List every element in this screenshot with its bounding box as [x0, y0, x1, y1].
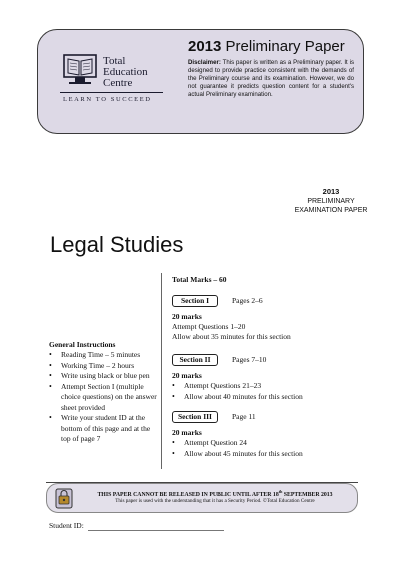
paper-title [188, 38, 345, 55]
section-1-pages: Pages 2–6 [232, 296, 263, 305]
security-notice-sup: th [278, 489, 283, 494]
section-2-pages: Pages 7–10 [232, 355, 267, 364]
subject-title: Legal Studies [50, 232, 184, 257]
logo-line-1: Total [103, 55, 126, 67]
section-1-line-2: Allow about 35 minutes for this section [172, 332, 291, 341]
exam-year: 2013 [322, 187, 340, 196]
instruction-item: • Attempt Section I (multiple choice questions) on the answer sheet provided [49, 382, 159, 414]
disclaimer-label: Disclaimer: [188, 59, 221, 66]
security-notice-suffix: SEPTEMBER 2013 [282, 491, 333, 498]
instruction-item: • Write using black or blue pen [49, 371, 159, 382]
disclaimer [188, 59, 354, 99]
security-notice-prefix: THIS PAPER CANNOT BE RELEASED IN PUBLIC UNTIL AFTER 18 [97, 491, 279, 498]
column-divider [161, 273, 162, 469]
student-id-label: Student ID: [49, 521, 84, 530]
section-2-label: Section II [172, 354, 218, 366]
section-2-line-1: • Attempt Questions 21–23 [172, 381, 303, 392]
section-3-marks: 20 marks [172, 428, 202, 437]
section-1-line-1: Attempt Questions 1–20 [172, 322, 246, 331]
section-3-line-2: • Allow about 45 minutes for this section [172, 449, 303, 460]
student-id-field[interactable] [88, 530, 224, 531]
instruction-item: • Working Time – 2 hours [49, 361, 159, 372]
section-2-marks: 20 marks [172, 371, 202, 380]
section-3-pages: Page 11 [232, 412, 256, 421]
exam-info-line-2: EXAMINATION PAPER [294, 207, 368, 214]
general-instructions-title: General Instructions [49, 340, 116, 349]
security-notice-sub: This paper is used with the understanding that it has a Security Period. ©Total Education Centre [115, 498, 315, 504]
total-marks: Total Marks – 60 [172, 275, 227, 284]
exam-info-line-1: PRELIMINARY [307, 197, 355, 205]
general-instructions-list [49, 350, 159, 445]
section-3-line-1: • Attempt Question 24 [172, 438, 303, 449]
instruction-item: • Reading Time – 5 minutes [49, 350, 159, 361]
paper-title-text: Preliminary Paper [225, 38, 345, 55]
logo-wordmark [103, 56, 163, 89]
logo-line-2: Education [103, 66, 148, 78]
section-2-list [172, 381, 303, 402]
logo-divider [60, 92, 163, 93]
logo-line-3: Centre [103, 77, 133, 89]
disclaimer-text: This paper is written as a Preliminary paper. It is designed to provide practice consistent with the demands of the Preliminary course and its examination. However, we do not guarantee it predicts question content for a student's actual Preliminary examination. [188, 59, 354, 98]
section-1-label: Section I [172, 295, 218, 307]
open-book-monitor-icon [60, 53, 100, 89]
section-3-list [172, 438, 303, 459]
instruction-item: • Write your student ID at the bottom of this page and at the top of page 7 [49, 413, 159, 445]
security-notice-main [80, 489, 350, 498]
paper-title-year: 2013 [188, 38, 222, 55]
lock-document-icon [54, 486, 76, 510]
section-1-marks: 20 marks [172, 312, 202, 321]
logo-tagline: LEARN TO SUCCEED [63, 96, 152, 103]
section-3-label: Section III [172, 411, 218, 423]
exam-info [285, 187, 377, 216]
section-2-line-2: • Allow about 40 minutes for this section [172, 392, 303, 403]
